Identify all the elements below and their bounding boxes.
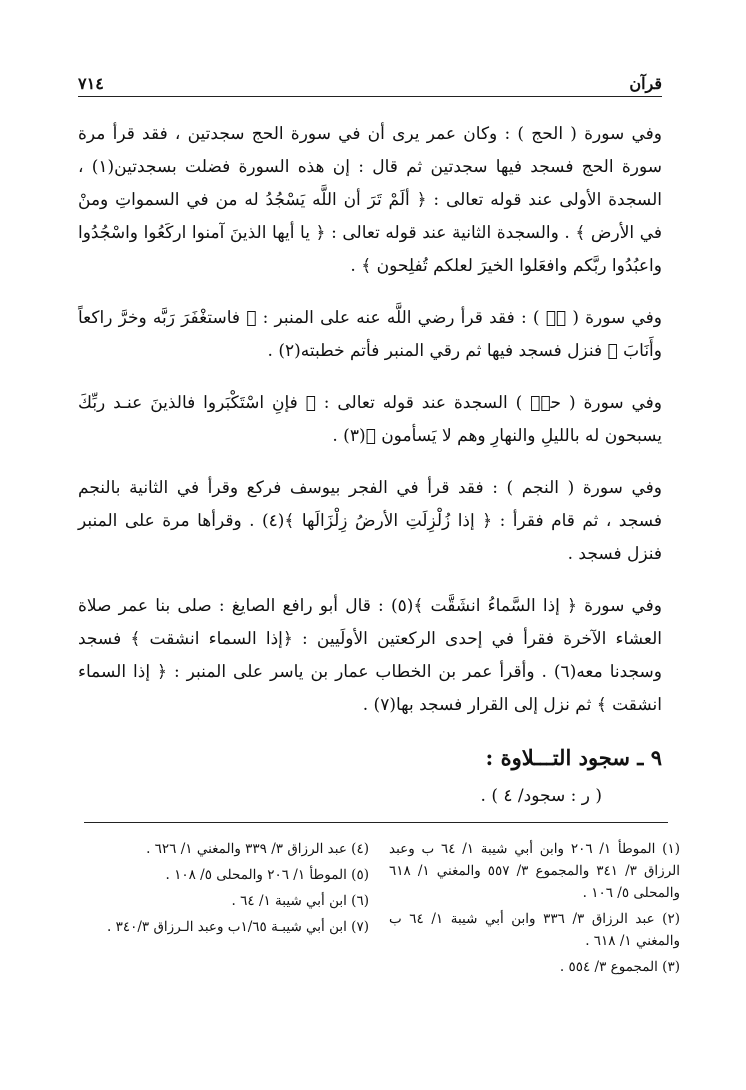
footnote-2: (٢) عبد الرزاق ٣/ ٣٣٦ وابن أبي شيبة ١/ ٦٤ ب والمغني ١/ ٦١٨ . — [389, 911, 680, 949]
footnotes-left-column — [78, 838, 369, 982]
footnotes-right-column — [389, 838, 680, 982]
page-header — [78, 70, 662, 98]
footnote-1: (١) الموطأ ١/ ٢٠٦ وابن أبي شيبة ١/ ٦٤ ب وعبد الرزاق ٣/ ٣٤١ والمجموع ٣/ ٥٥٧ والمغني ١/ ٦١٨ والمحلى ٥/ ١٠٦ . — [389, 841, 681, 901]
paragraph-najm: وفي سورة ( النجم ) : فقد قرأ في الفجر بيوسف فركع وقرأ في الثانية بالنجم فسجد ، ثم قام فقرأ : ﴿ إذا زُلْزِلَتِ الأرضُ زِلْزَالَها ﴾(٤) . وقرأها مرة على المنبر فنزل فسجد . — [78, 478, 662, 564]
paragraph-sad: وفي سورة ( صۤ ) : فقد قرأ رضي اللَّه عنه على المنبر : ﴿ فاستغْفَرَ رَبَّه وخرَّ راكعاً وأَنَابَ ﴾ فنزل فسجد فيها ثم رقي المنبر فأتم خطبته(٢) . — [78, 308, 662, 361]
page-number: ٧١٤ — [78, 74, 104, 93]
main-text — [78, 118, 662, 811]
footnote-rule — [84, 822, 668, 823]
footnote-5: (٥) الموطأ ١/ ٢٠٦ والمحلى ٥/ ١٠٨ . — [165, 867, 369, 883]
paragraph-hajj: وفي سورة ( الحج ) : وكان عمر يرى أن في سورة الحج سجدتين ، فقد قرأ مرة سورة الحج فسجد فيها سجدتين ثم قال : إن هذه السورة فضلت بسجدتين(١) ، السجدة الأولى عند قوله تعالى : ﴿ ألَمْ تَرَ أن اللَّه يَسْجُدُ له من في السمواتِ ومنْ في الأرض ﴾ . والسجدة الثانية عند قوله تعالى : ﴿ يا أيها الذينَ آمنوا اركَعُوا واسْجُدُوا واعبُدُوا ربَّكم وافعَلوا الخيرَ لعلكم تُفلِحون ﴾ . — [78, 124, 662, 276]
paragraph-fussilat: وفي سورة ( حمۤ ) السجدة عند قوله تعالى : ﴿ فإنِ اسْتَكْبَروا فالذينَ عنـد ربِّكَ يسبحون له بالليلِ والنهارِ وهم لا يَسأمون ﴾(٣) . — [78, 393, 662, 446]
section-heading: ٩ ـ سجود التـــلاوة : — [485, 745, 662, 770]
header-rule — [78, 96, 662, 97]
paragraph-inshiqaq: وفي سورة ﴿ إذا السَّماءُ انشَقَّت ﴾(٥) : قال أبو رافع الصايغ : صلى بنا عمر صلاة العشاء الآخرة فقرأ في إحدى الركعتين الأولَيين : ﴿إذا السماء انشقت ﴾ فسجد وسجدنا معه(٦) . وأقرأ عمر بن الخطاب عمار بن ياسر على المنبر : ﴿ إذا السماء انشقت ﴾ ثم نزل إلى القرار فسجد بها(٧) . — [78, 596, 663, 715]
footnote-3: (٣) المجموع ٣/ ٥٥٤ . — [559, 959, 680, 975]
running-title: قرآن — [629, 74, 662, 93]
footnote-6: (٦) ابن أبي شيبة ١/ ٦٤ . — [231, 893, 369, 909]
cross-reference: ( ر : سجود/ ٤ ) . — [480, 786, 602, 806]
footnotes — [78, 838, 680, 982]
footnote-7: (٧) ابن أبي شيبـة ١/٦٥ب وعبد الـرزاق ٣٤٠/٣ . — [107, 919, 369, 935]
footnote-4: (٤) عبد الرزاق ٣/ ٣٣٩ والمغني ١/ ٦٢٦ . — [146, 841, 369, 857]
